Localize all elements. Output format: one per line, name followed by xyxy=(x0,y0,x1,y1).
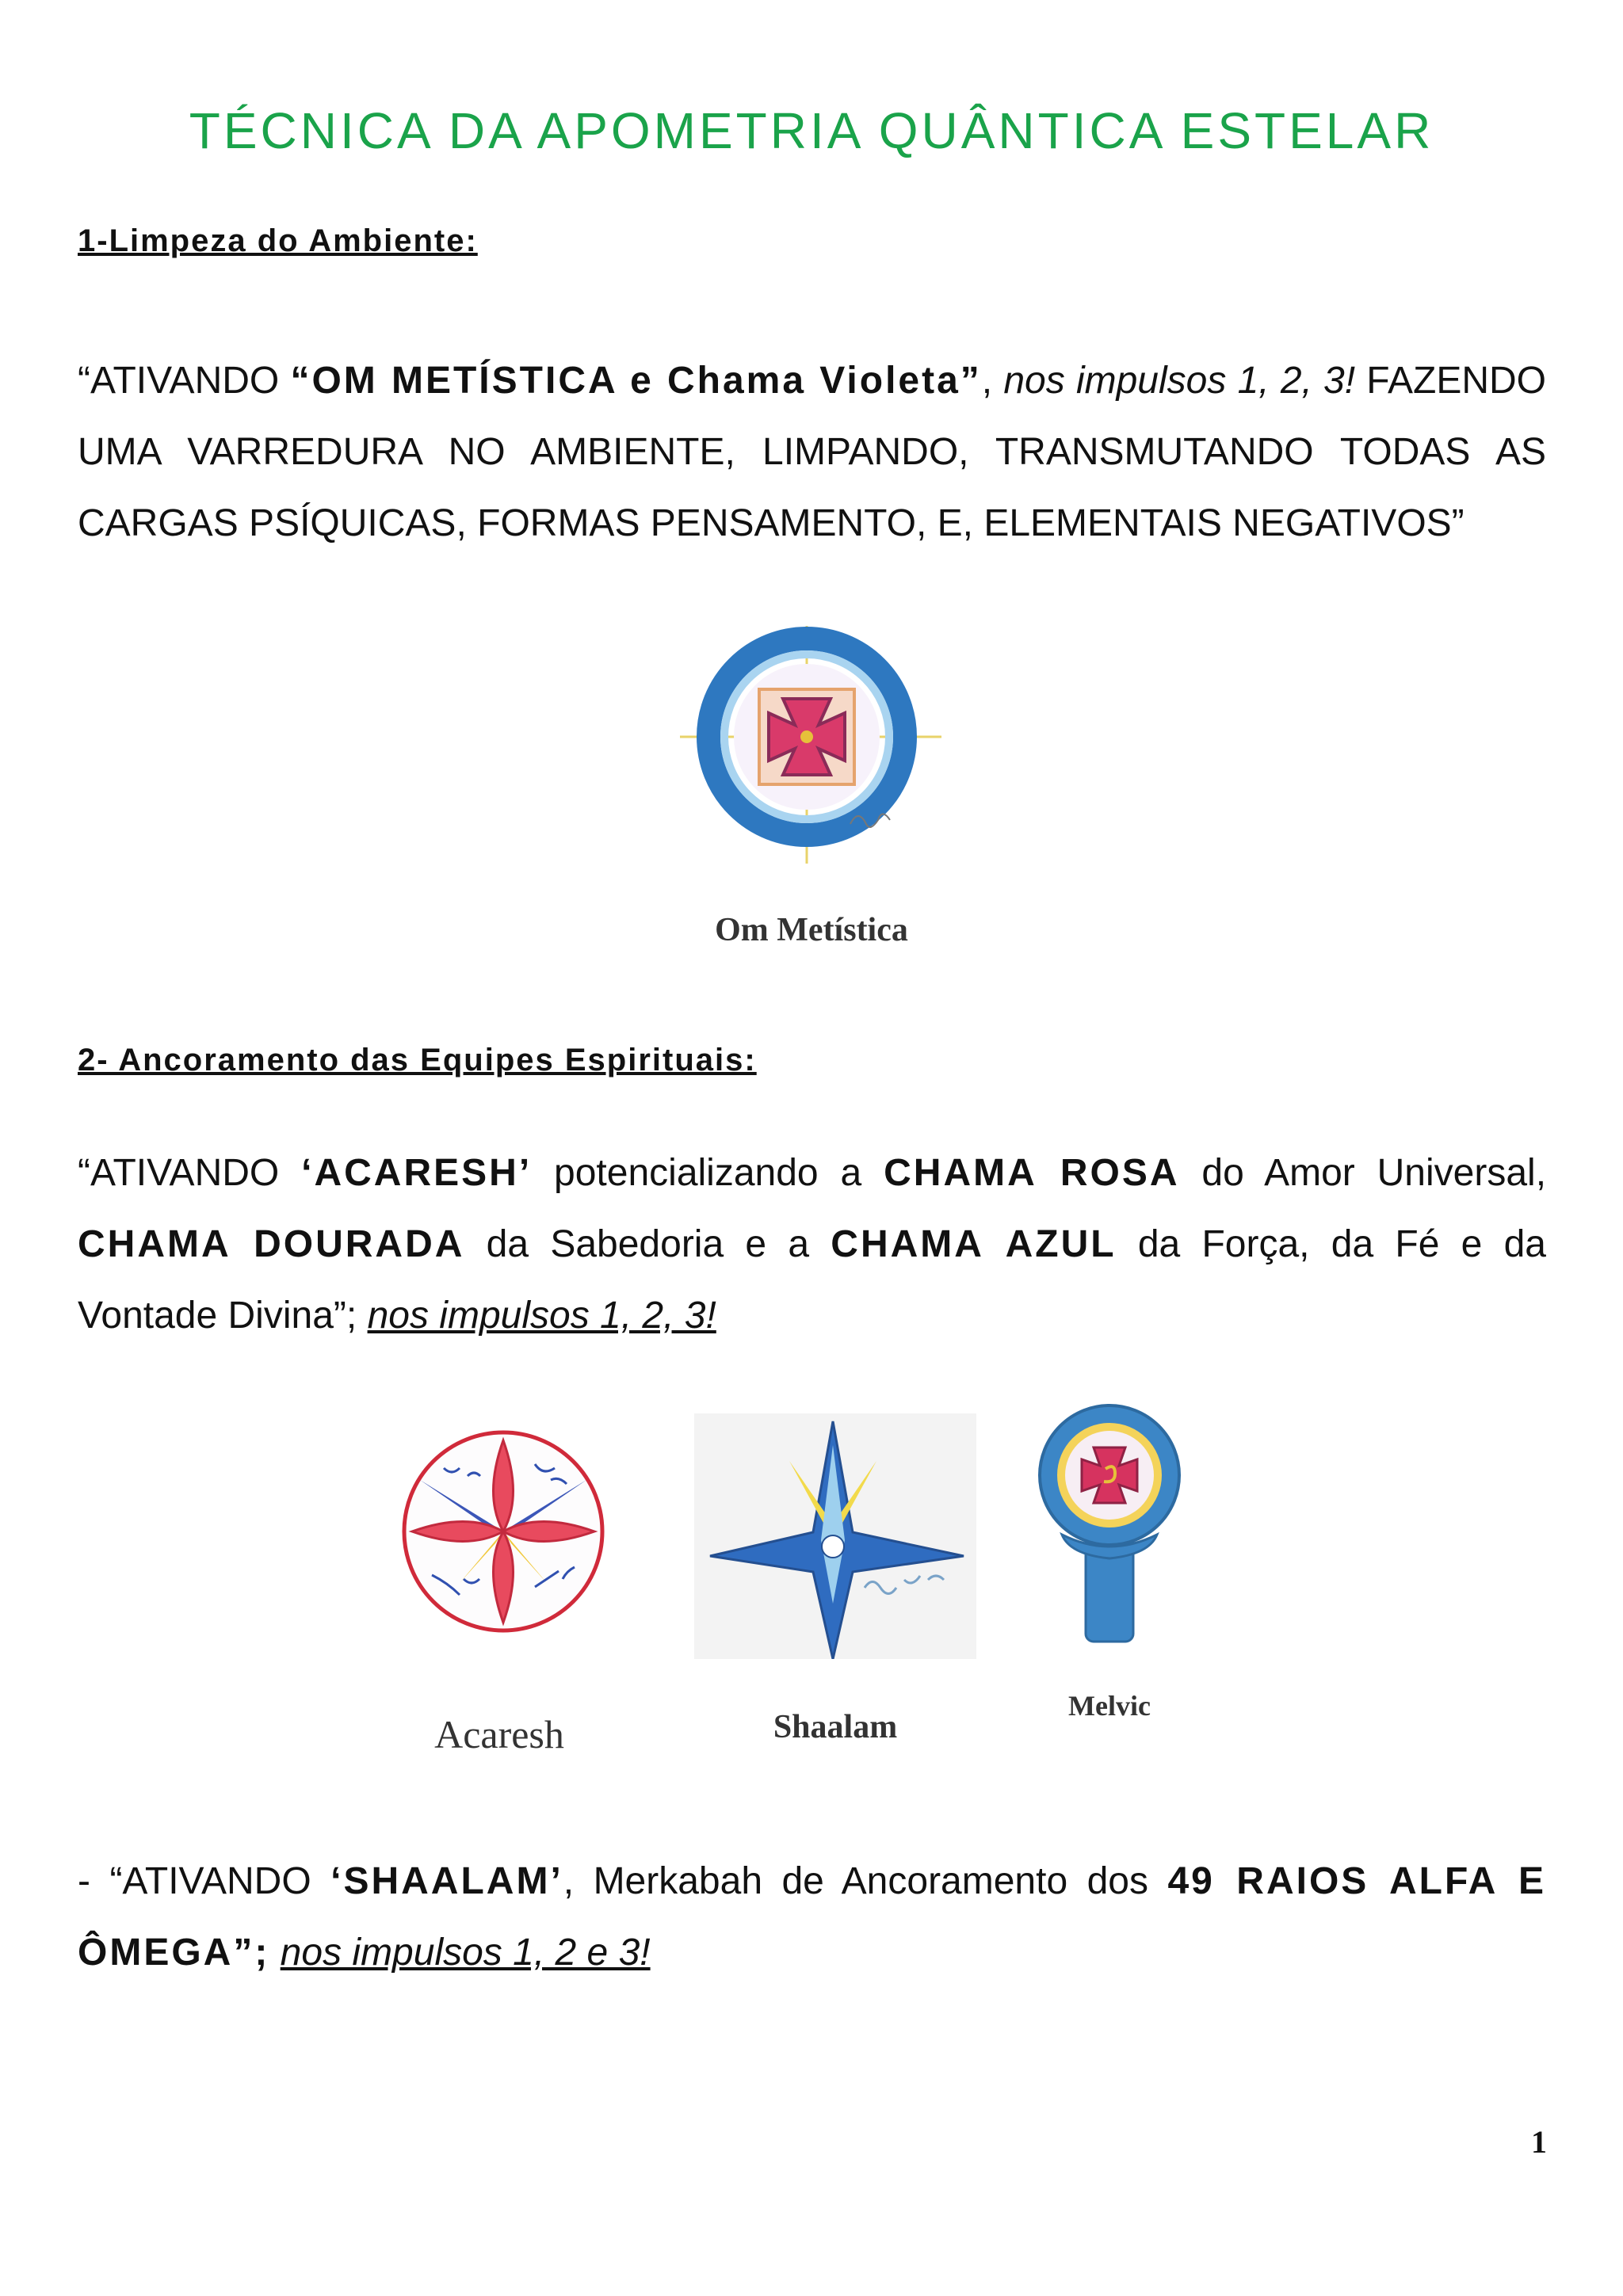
om-metistica-caption: Om Metística xyxy=(715,912,908,948)
text: da Força, da Fé e da Vontade Divina”; xyxy=(78,1223,1546,1337)
text: potencializando a xyxy=(532,1152,884,1194)
text: , Merkabah de Ancoramento dos xyxy=(563,1860,1168,1902)
text: FAZENDO UMA VARREDURA NO AMBIENTE, LIMPANDO, TRANSMUTANDO TODAS AS CARGAS PSÍQUICAS, FORMAS PENSAMENTO, E, ELEMENTAIS NEGATIVOS” xyxy=(78,360,1546,544)
text: “ATIVANDO xyxy=(78,1152,302,1194)
impulsos-text: nos impulsos 1, 2 e 3! xyxy=(280,1932,651,1974)
impulsos-text: nos impulsos 1, 2, 3! xyxy=(1003,360,1356,402)
text: do Amor Universal, xyxy=(1179,1152,1547,1194)
acaresh-symbol xyxy=(396,1425,610,1638)
text xyxy=(269,1932,280,1974)
document-title: TÉCNICA DA APOMETRIA QUÂNTICA ESTELAR xyxy=(189,102,1434,159)
melvic-caption: Melvic xyxy=(1068,1690,1151,1722)
section-heading-limpeza: 1-Limpeza do Ambiente: xyxy=(78,223,478,258)
melvic-symbol xyxy=(1030,1396,1189,1650)
om-metistica-name: “OM METÍSTICA e Chama Violeta” xyxy=(290,360,982,402)
paragraph-om-metistica xyxy=(78,345,1546,559)
chama-dourada: CHAMA DOURADA xyxy=(78,1223,465,1265)
impulsos-text: nos impulsos 1, 2, 3! xyxy=(367,1295,716,1337)
shaalam-symbol xyxy=(694,1413,976,1659)
text: - “ATIVANDO xyxy=(78,1860,331,1902)
shaalam-caption: Shaalam xyxy=(773,1709,898,1745)
om-metistica-symbol xyxy=(680,626,949,864)
shaalam-name: ‘SHAALAM’ xyxy=(330,1860,563,1902)
acaresh-caption: Acaresh xyxy=(434,1712,564,1756)
text: “ATIVANDO xyxy=(78,360,291,402)
paragraph-acaresh xyxy=(78,1138,1546,1352)
page-number: 1 xyxy=(1531,2124,1547,2160)
chama-rosa: CHAMA ROSA xyxy=(884,1152,1180,1194)
raios-alfa-omega: 49 RAIOS ALFA E ÔMEGA”; xyxy=(78,1860,1546,1974)
text: , xyxy=(981,360,1004,402)
chama-azul: CHAMA AZUL xyxy=(831,1223,1117,1265)
paragraph-shaalam xyxy=(78,1846,1546,1989)
text: da Sabedoria e a xyxy=(464,1223,831,1265)
section-heading-ancoramento: 2- Ancoramento das Equipes Espirituais: xyxy=(78,1043,757,1077)
acaresh-name: ‘ACARESH’ xyxy=(301,1152,533,1194)
